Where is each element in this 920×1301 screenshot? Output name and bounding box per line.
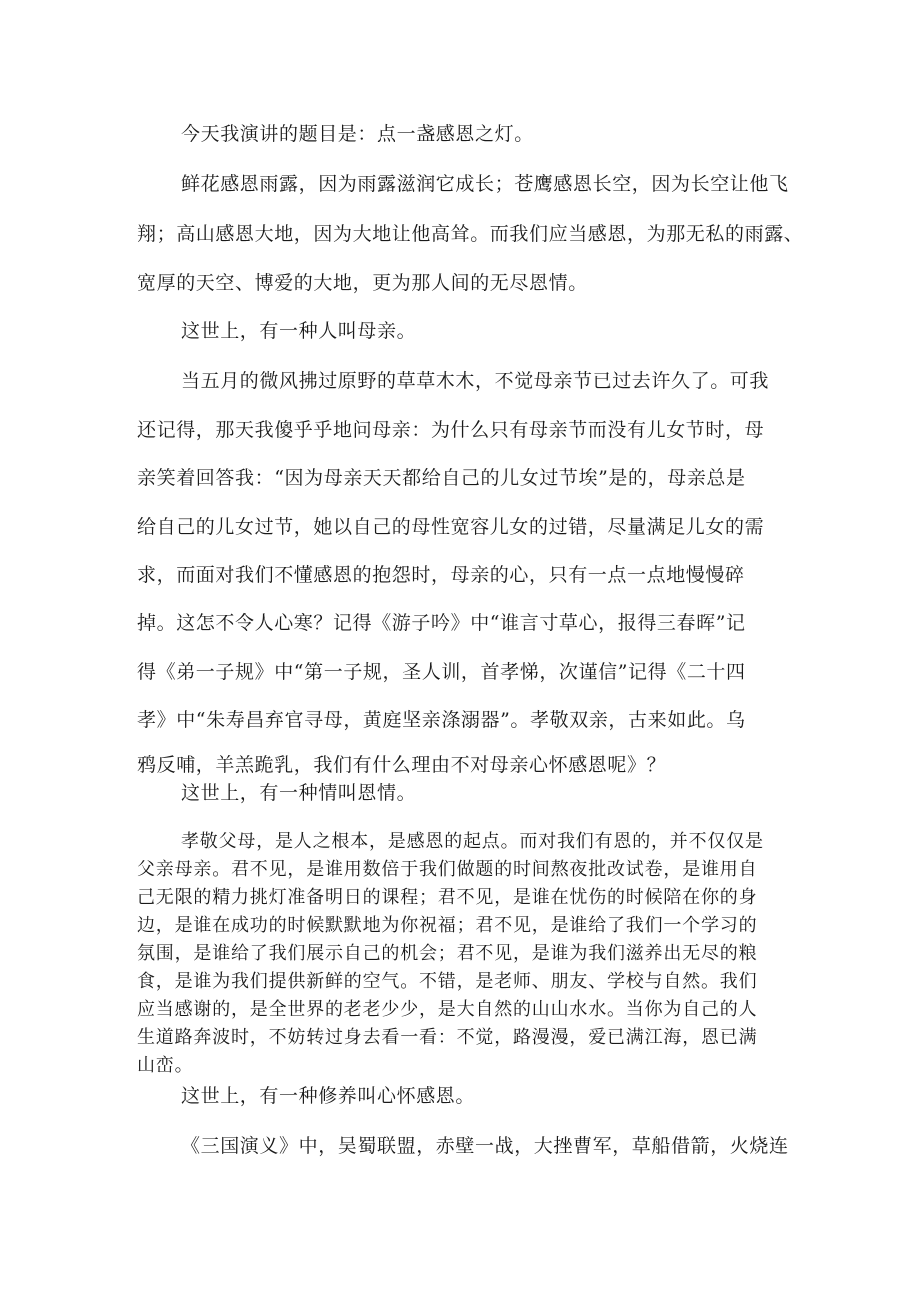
paragraph-2-line-5: 求，而面对我们不懂感恩的抱怨时，母亲的心，只有一点一点地慢慢碎 (137, 564, 745, 586)
paragraph-3-line-8: 生道路奔波时，不妨转过身去看一看：不觉，路漫漫，爱已满江海，恩已满 (137, 1027, 758, 1048)
paragraph-3-line-1: 孝敬父母，是人之根本，是感恩的起点。而对我们有恩的，并不仅仅是 (181, 831, 764, 852)
paragraph-1-line-3: 宽厚的天空、博爱的大地，更为那人间的无尽恩情。 (137, 272, 588, 294)
paragraph-3-line-5: 氛围，是谁给了我们展示自己的机会；君不见，是谁为我们滋养出无尽的粮 (137, 943, 758, 964)
paragraph-3-line-6: 食，是谁为我们提供新鲜的空气。不错，是老师、朋友、学校与自然。我们 (137, 971, 758, 992)
paragraph-2-line-2: 还记得，那天我傻乎乎地问母亲：为什么只有母亲节而没有儿女节时，母 (137, 419, 765, 441)
paragraph-1-line-2: 翔；高山感恩大地，因为大地让他高耸。而我们应当感恩，为那无私的雨露、 (137, 223, 804, 245)
heading-kindness: 这世上，有一种情叫恩情。 (181, 782, 417, 804)
paragraph-3-line-3: 己无限的精力挑灯准备明日的课程；君不见，是谁在忧伤的时候陪在你的身 (137, 887, 758, 908)
paragraph-3-line-9: 山峦。 (137, 1055, 194, 1076)
paragraph-speech-title: 今天我演讲的题目是：点一盏感恩之灯。 (181, 123, 534, 145)
heading-mother: 这世上，有一种人叫母亲。 (181, 320, 417, 342)
paragraph-2-line-7: 得《弟一子规》中“第一子规，圣人训，首孝悌，次谨信”记得《二十四 (137, 661, 746, 683)
paragraph-4-line-1: 《三国演义》中，吴蜀联盟，赤壁一战，大挫曹军，草船借箭，火烧连 (181, 1135, 789, 1157)
paragraph-2-line-4: 给自己的儿女过节，她以自己的母性宽容儿女的过错，尽量满足儿女的需 (137, 516, 765, 538)
paragraph-2-line-6: 掉。这怎不令人心寒？记得《游子吟》中“谁言寸草心，报得三春晖”记 (137, 612, 746, 634)
heading-gratitude: 这世上，有一种修养叫心怀感恩。 (181, 1085, 476, 1107)
paragraph-2-line-3: 亲笑着回答我：“因为母亲天天都给自己的儿女过节埃”是的，母亲总是 (137, 467, 746, 489)
paragraph-2-line-8: 孝》中“朱寿昌弃官寻母，黄庭坚亲涤溺器”。孝敬双亲，古来如此。乌 (137, 709, 746, 731)
paragraph-2-line-9: 鸦反哺，羊羔跪乳，我们有什么理由不对母亲心怀感恩呢》？ (137, 754, 667, 776)
paragraph-1-line-1: 鲜花感恩雨露，因为雨露滋润它成长；苍鹰感恩长空，因为长空让他飞 (181, 173, 789, 195)
paragraph-3-line-4: 边，是谁在成功的时候默默地为你祝福；君不见，是谁给了我们一个学习的 (137, 915, 758, 936)
paragraph-3-line-2: 父亲母亲。君不见，是谁用数倍于我们做题的时间熬夜批改试卷，是谁用自 (137, 859, 758, 880)
paragraph-2-line-1: 当五月的微风拂过原野的草草木木，不觉母亲节已过去许久了。可我 (181, 370, 770, 392)
paragraph-3-line-7: 应当感谢的，是全世界的老老少少，是大自然的山山水水。当你为自己的人 (137, 999, 758, 1020)
